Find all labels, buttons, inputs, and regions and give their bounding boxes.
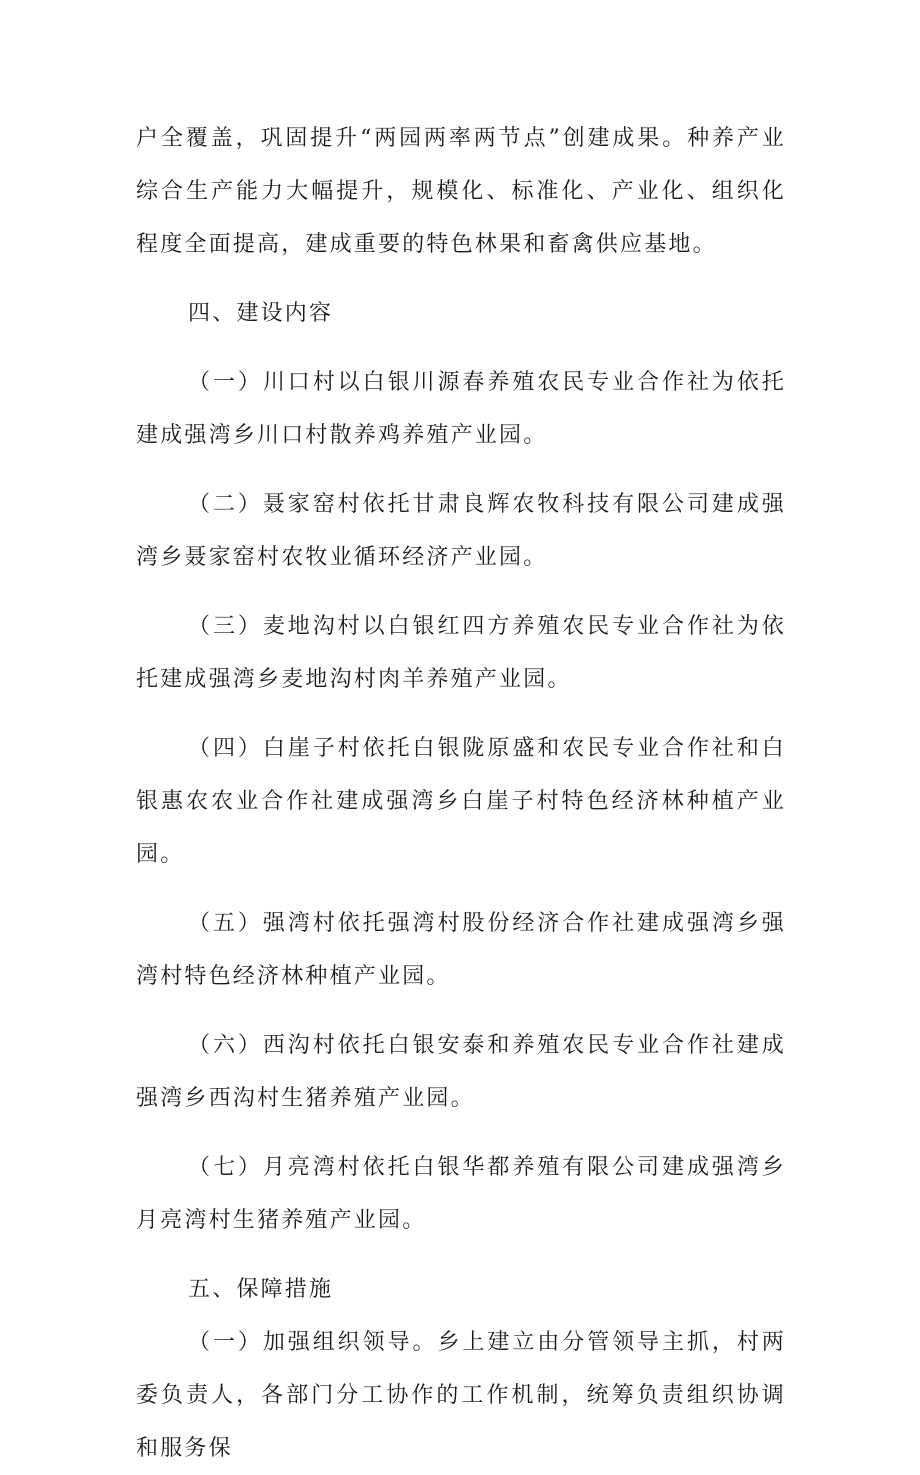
content-item-1: （一）川口村以白银川源春养殖农民专业合作社为依托建成强湾乡川口村散养鸡养殖产业园。 <box>136 370 786 448</box>
content-item-2: （二）聂家窑村依托甘肃良辉农牧科技有限公司建成强湾乡聂家窑村农牧业循环经济产业园。 <box>136 492 786 570</box>
content-item-7: （七）月亮湾村依托白银华都养殖有限公司建成强湾乡月亮湾村生猪养殖产业园。 <box>136 1155 786 1233</box>
content-item-6: （六）西沟村依托白银安泰和养殖农民专业合作社建成强湾乡西沟村生猪养殖产业园。 <box>136 1033 786 1111</box>
intro-paragraph: 户全覆盖，巩固提升“两园两率两节点”创建成果。种养产业综合生产能力大幅提升，规模化、标准化、产业化、组织化程度全面提高，建成重要的特色林果和畜禽供应基地。 <box>136 126 786 257</box>
section-heading-construction: 四、建设内容 <box>188 301 334 326</box>
safeguard-item-1: （一）加强组织领导。乡上建立由分管领导主抓，村两委负责人，各部门分工协作的工作机制，统筹负责组织协调和服务保 <box>136 1330 786 1461</box>
section-heading-safeguards: 五、保障措施 <box>188 1277 334 1302</box>
document-page <box>136 112 786 1475</box>
content-item-4: （四）白崖子村依托白银陇原盛和农民专业合作社和白银惠农农业合作社建成强湾乡白崖子村特色经济林种植产业园。 <box>136 736 786 867</box>
content-item-5: （五）强湾村依托强湾村股份经济合作社建成强湾乡强湾村特色经济林种植产业园。 <box>136 911 786 989</box>
content-item-3: （三）麦地沟村以白银红四方养殖农民专业合作社为依托建成强湾乡麦地沟村肉羊养殖产业园。 <box>136 614 786 692</box>
